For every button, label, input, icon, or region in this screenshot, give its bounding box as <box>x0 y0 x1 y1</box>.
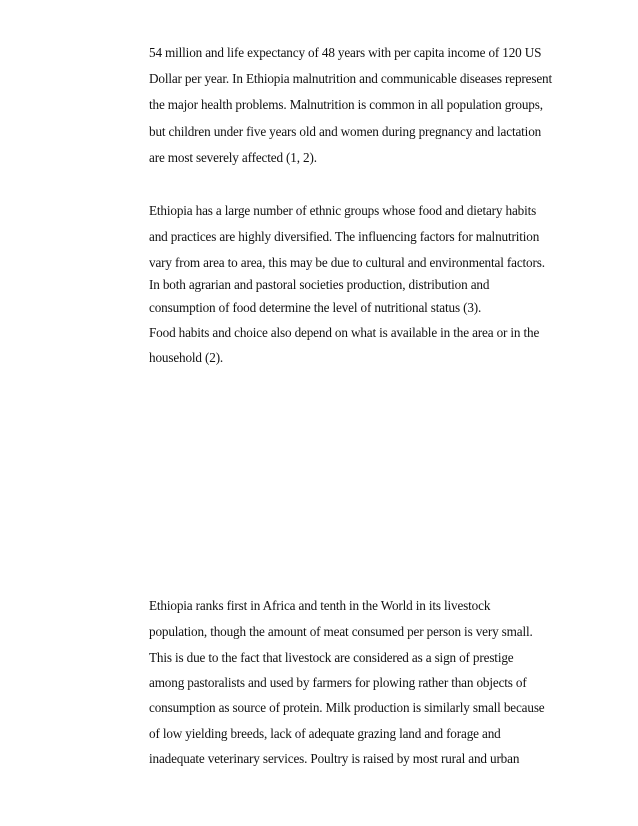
paragraph-line: inadequate veterinary services. Poultry is raised by most rural and urban <box>149 751 520 766</box>
paragraph-line: the major health problems. Malnutrition is common in all population groups, <box>149 97 543 112</box>
paragraph-line: This is due to the fact that livestock are considered as a sign of prestige <box>149 650 514 665</box>
paragraph-line: Ethiopia has a large number of ethnic groups whose food and dietary habits <box>149 203 537 218</box>
paragraph-line: are most severely affected (1, 2). <box>149 150 317 165</box>
paragraph-line: population, though the amount of meat consumed per person is very small. <box>149 624 533 639</box>
paragraph-line: consumption of food determine the level of nutritional status (3). <box>149 300 482 315</box>
paragraph-line: household (2). <box>149 350 224 365</box>
paragraph-line: but children under five years old and women during pregnancy and lactation <box>149 124 542 139</box>
paragraph-line: 54 million and life expectancy of 48 years with per capita income of 120 US <box>149 45 542 60</box>
paragraph-line: Food habits and choice also depend on what is available in the area or in the <box>149 325 540 340</box>
paragraph-line: of low yielding breeds, lack of adequate grazing land and forage and <box>149 726 501 741</box>
paragraph-line: vary from area to area, this may be due to cultural and environmental factors. <box>149 255 545 270</box>
paragraph-line: consumption as source of protein. Milk production is similarly small because <box>149 700 545 715</box>
paragraph-line: Ethiopia ranks first in Africa and tenth in the World in its livestock <box>149 598 491 613</box>
paragraph-line: Dollar per year. In Ethiopia malnutrition and communicable diseases represent <box>149 71 552 86</box>
paragraph-line: and practices are highly diversified. The influencing factors for malnutrition <box>149 229 540 244</box>
paragraph-line: In both agrarian and pastoral societies production, distribution and <box>149 277 490 292</box>
paragraph-line: among pastoralists and used by farmers for plowing rather than objects of <box>149 675 527 690</box>
